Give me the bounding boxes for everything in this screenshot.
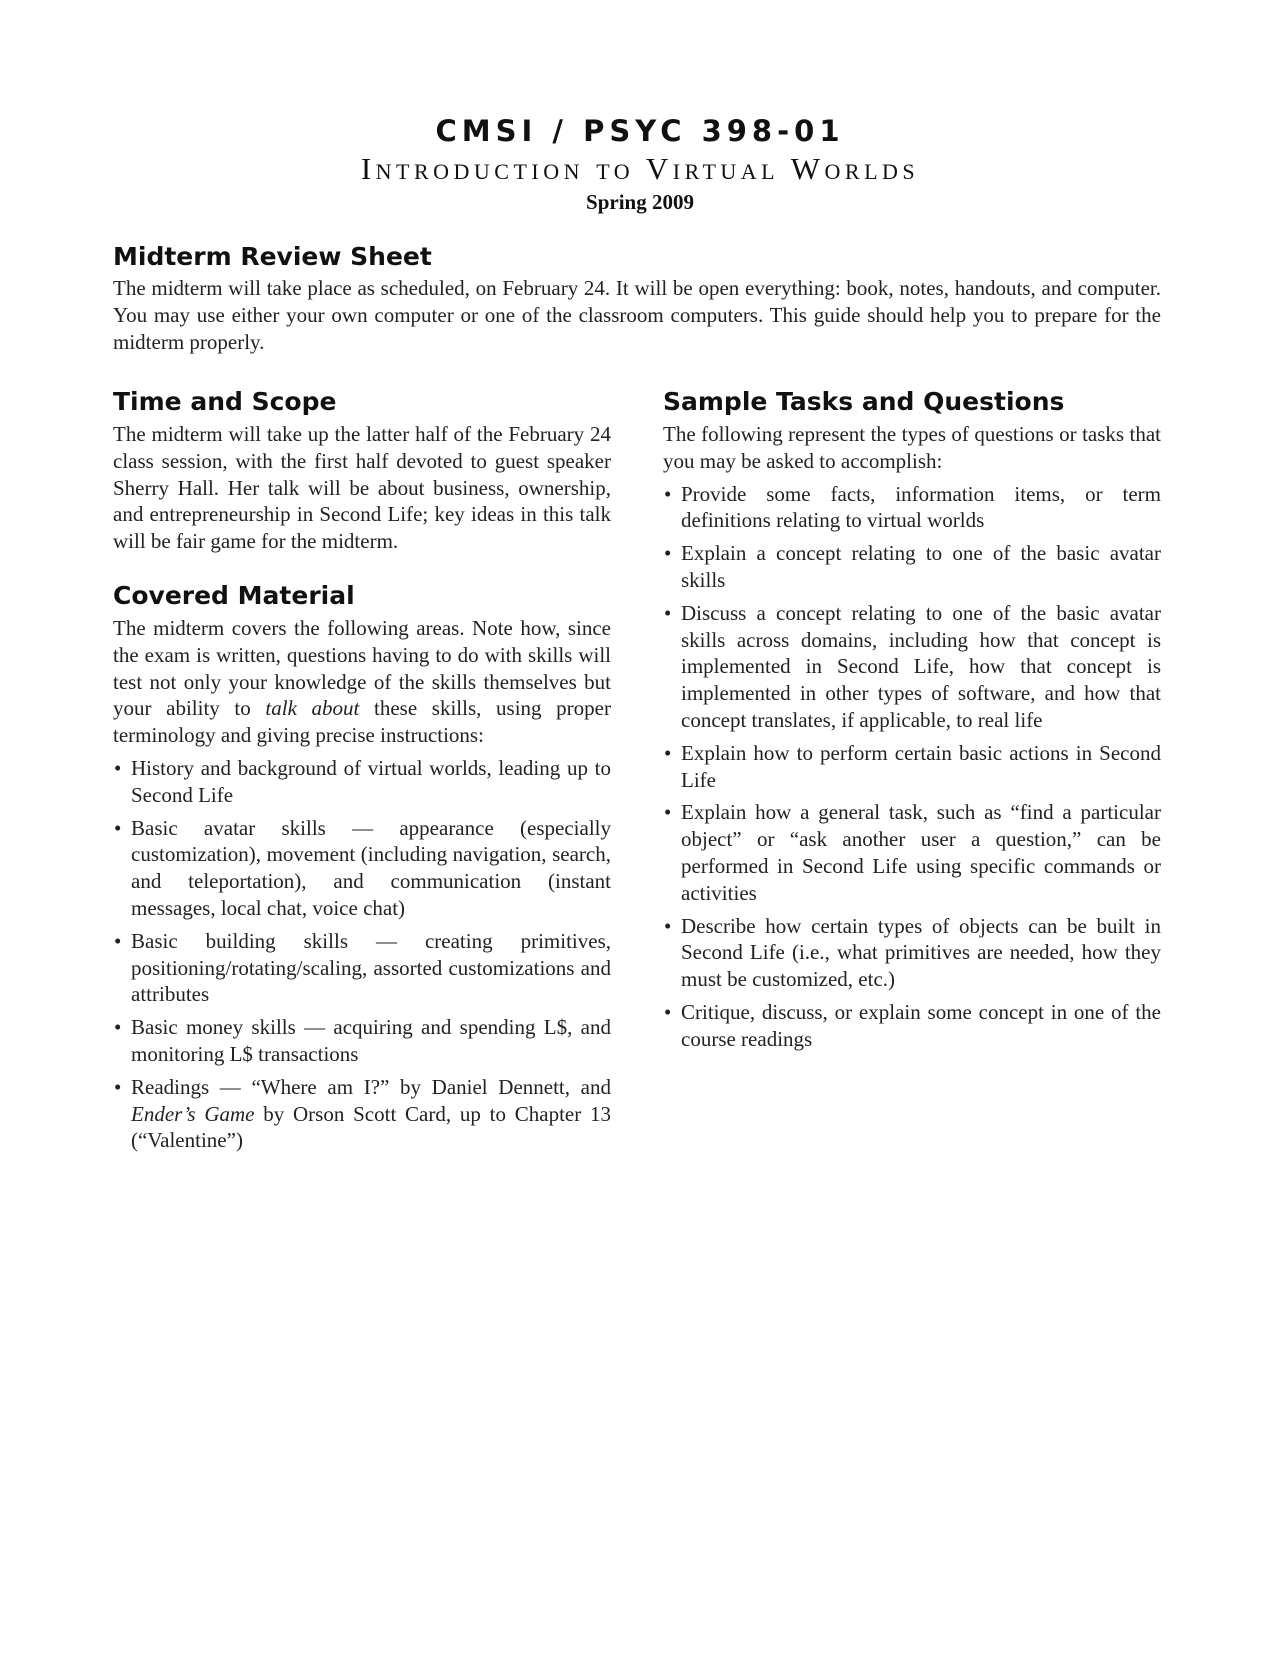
list-item (663, 600, 1161, 734)
bullet-icon: • (114, 928, 122, 953)
readings-part2: by Orson Scott Card, up to Chapter 13 (“Valentine”) (131, 1101, 611, 1153)
list-item (663, 799, 1161, 906)
bullet-icon: • (114, 755, 122, 780)
time-scope-section (113, 386, 611, 555)
list-item-text: Explain how a general task, such as “find a particular object” or “ask another user a question,” can be performed in Second Life using specific commands or activities (681, 800, 1161, 905)
covered-text-part1: The midterm covers the following areas. Note how, since the exam is written, questions having to do with skills will test not only your knowledge of the skills themselves but your ability to (113, 615, 611, 721)
bullet-icon: • (664, 913, 672, 938)
bullet-icon: • (664, 740, 672, 765)
sample-tasks-list (663, 481, 1161, 1053)
list-item (113, 815, 611, 922)
sample-tasks-section (663, 386, 1161, 1053)
intro-paragraph: The midterm will take place as scheduled, on February 24. It will be open everything: book, notes, handouts, and computer. You may use either your own computer or one of the classroom computers. This guide should help you to prepare for the midterm properly. (113, 276, 1161, 354)
list-item-text: History and background of virtual worlds, leading up to Second Life (131, 755, 611, 807)
intro-heading: Midterm Review Sheet (113, 242, 432, 271)
list-item-text: Describe how certain types of objects can be built in Second Life (i.e., what primitives are needed, how they must be customized, etc.) (681, 913, 1161, 992)
readings-emphasis: Ender’s Game (131, 1101, 255, 1126)
list-item (113, 928, 611, 1008)
covered-material-paragraph (113, 615, 611, 749)
course-title: Introduction to Virtual Worlds (360, 151, 920, 186)
bullet-icon: • (114, 815, 122, 840)
readings-part1: Readings — “Where am I?” by Daniel Dennett, and (131, 1074, 611, 1099)
list-item-text: Explain how to perform certain basic actions in Second Life (681, 740, 1161, 792)
bullet-icon: • (114, 1015, 122, 1040)
covered-material-section (113, 580, 611, 1154)
time-scope-heading: Time and Scope (113, 387, 337, 416)
list-item-text: Basic money skills — acquiring and spending L$, and monitoring L$ transactions (131, 1015, 611, 1066)
list-item-text: Basic building skills — creating primitives, positioning/rotating/scaling, assorted customizations and attributes (131, 928, 611, 1007)
list-item (663, 740, 1161, 794)
list-item-text: Explain a concept relating to one of the basic avatar skills (681, 541, 1161, 592)
bullet-icon: • (664, 541, 672, 566)
course-code: CMSI / PSYC 398-01 (435, 114, 845, 148)
intro-section (113, 241, 1161, 355)
document-header (0, 112, 1280, 216)
list-item (113, 755, 611, 809)
list-item (663, 999, 1161, 1053)
list-item (663, 913, 1161, 993)
bullet-icon: • (664, 600, 672, 625)
covered-text-emphasis: talk about (265, 696, 360, 721)
covered-material-heading: Covered Material (113, 580, 355, 610)
bullet-icon: • (664, 800, 672, 825)
covered-text-part2: these skills, using proper terminology and giving precise instructions: (113, 696, 611, 748)
left-column (113, 386, 611, 1160)
list-item (663, 481, 1161, 535)
list-item (113, 1014, 611, 1068)
bullet-icon: • (664, 481, 672, 506)
list-item-readings (113, 1074, 611, 1154)
list-item-text: Critique, discuss, or explain some concept in one of the course readings (681, 999, 1161, 1051)
covered-material-list (113, 755, 611, 1154)
list-item (663, 540, 1161, 594)
term: Spring 2009 (586, 190, 694, 214)
list-item-text: Provide some facts, information items, or term definitions relating to virtual worlds (681, 481, 1161, 533)
sample-tasks-heading: Sample Tasks and Questions (663, 387, 1065, 416)
sample-tasks-paragraph: The following represent the types of questions or tasks that you may be asked to accomplish: (663, 422, 1161, 473)
time-scope-paragraph: The midterm will take up the latter half of the February 24 class session, with the first half devoted to guest speaker Sherry Hall. Her talk will be about business, ownership, and entrepreneurship in Second Life; key ideas in this talk will be fair game for the midterm. (113, 422, 611, 554)
list-item-text: Discuss a concept relating to one of the basic avatar skills across domains, including how that concept is implemented in Second Life, how that concept is implemented in other types of software, and how that concept translates, if applicable, to real life (681, 600, 1161, 732)
bullet-icon: • (114, 1074, 122, 1099)
bullet-icon: • (664, 999, 672, 1024)
list-item-text: Basic avatar skills — appearance (especially customization), movement (including navigation, search, and teleportation), and communication (instant messages, local chat, voice chat) (131, 815, 611, 920)
right-column (663, 386, 1161, 1059)
